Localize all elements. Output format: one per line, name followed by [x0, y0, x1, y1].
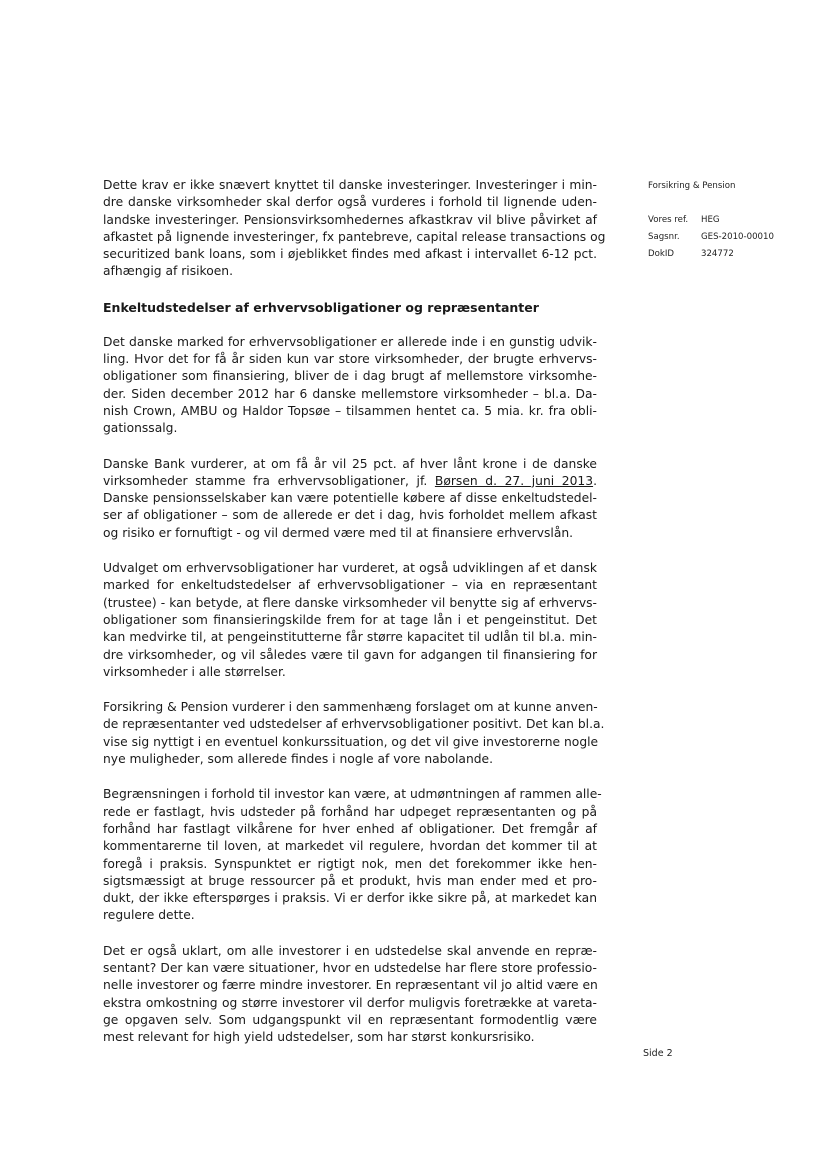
text-line: (trustee) - kan betyde, at flere danske virksomheder vil benytte sig af erhvervs-	[103, 595, 597, 610]
metadata-value: 324772	[701, 249, 734, 259]
text-line: Det danske marked for erhvervsobligationer er allerede inde i en gunstig udvik-	[103, 334, 597, 349]
metadata-row-docid	[648, 246, 808, 263]
text-line: kan medvirke til, at pengeinstitutterne får større kapacitet til udlån til bl.a. min-	[103, 630, 597, 645]
text-line: foregå i praksis. Synspunktet er rigtigt nok, men det forekommer ikke hen-	[103, 856, 597, 871]
text-line: dre danske virksomheder skal derfor også vurderes i forhold til lignende uden-	[103, 195, 597, 210]
text-line: forhånd har fastlagt vilkårene for hver enhed af obligationer. Det fremgår af	[103, 821, 597, 836]
text-line: ling. Hvor det for få år siden kun var store virksomheder, der brugte erhvervs-	[103, 352, 597, 367]
text-line: vise sig nyttigt i en eventuel konkurssituation, og det vil give investorerne nogle	[103, 734, 599, 749]
metadata-label: DokID	[648, 249, 675, 259]
text-line: ge opgaven selv. Som udgangspunkt vil en repræsentant formodentlig være	[103, 1012, 597, 1027]
metadata-label: Vores ref.	[648, 215, 689, 225]
text-line: obligationer som finansiering, bliver de i dag brugt af mellemstore virksomhe-	[103, 369, 597, 384]
page-number: Side 2	[643, 1048, 673, 1059]
organization-name: Forsikring & Pension	[648, 181, 736, 191]
text-line: Forsikring & Pension vurderer i den sammenhæng forslaget om at kunne anven-	[103, 700, 598, 715]
text-line: sentant? Der kan være situationer, hvor en udstedelse har flere store professio-	[103, 960, 597, 975]
text-line: afkastet på lignende investeringer, fx pantebreve, capital release transactions og	[103, 229, 606, 244]
text-line: Danske Bank vurderer, at om få år vil 25 pct. af hver lånt krone i de danske	[103, 456, 597, 471]
text-line: sigtsmæssigt at bruge ressourcer på et produkt, hvis man ender med et pro-	[103, 873, 597, 888]
text-line: securitized bank loans, som i øjeblikket findes med afkast i intervallet 6-12 pct.	[103, 247, 597, 262]
text-line: Udvalget om erhvervsobligationer har vurderet, at også udviklingen af et dansk	[103, 561, 597, 576]
text-line: de repræsentanter ved udstedelser af erhvervsobligationer positivt. Det kan bl.a.	[103, 717, 605, 732]
section-heading: Enkeltudstedelser af erhvervsobligationer og repræsentanter	[103, 299, 539, 315]
metadata-value: HEG	[701, 215, 720, 225]
metadata-label: Sagsnr.	[648, 232, 680, 242]
text-line: dukt, der ikke efterspørges i praksis. Vi er derfor ikke sikre på, at markedet kan	[103, 891, 597, 906]
paragraph-2	[103, 334, 597, 438]
text-line: ser af obligationer – som de allerede er det i dag, hvis forholdet mellem afkast	[103, 508, 597, 523]
paragraph-5	[103, 699, 605, 768]
paragraph-3	[103, 456, 597, 542]
boersen-reference-link[interactable]: Børsen d. 27. juni 2013	[434, 473, 594, 488]
text-line: nelle investorer og færre mindre investorer. En repræsentant vil jo altid være en	[103, 978, 598, 993]
metadata-row-case	[648, 229, 808, 246]
text-line: afhængig af risikoen.	[103, 264, 234, 279]
text-line: obligationer som finansieringskilde frem for at tage lån i et pengeinstitut. Det	[103, 612, 597, 627]
text-line: Dette krav er ikke snævert knyttet til danske investeringer. Investeringer i min-	[103, 178, 597, 192]
text-line: der. Siden december 2012 har 6 danske mellemstore virksomheder – bl.a. Da-	[103, 386, 597, 401]
text-segment: .	[593, 473, 597, 488]
text-line: Begrænsningen i forhold til investor kan være, at udmøntningen af rammen alle-	[103, 787, 602, 802]
text-line: kommentarerne til loven, at markedet vil regulere, hvordan det kommer til at	[103, 839, 597, 854]
text-line: virksomheder i alle størrelser.	[103, 664, 286, 679]
document-body	[103, 177, 606, 1064]
text-line: nye muligheder, som allerede findes i nogle af vore nabolande.	[103, 752, 494, 767]
text-line: Danske pensionsselskaber kan være potentielle købere af disse enkeltudstedel-	[103, 491, 597, 506]
paragraph-6	[103, 786, 602, 924]
paragraph-7	[103, 943, 597, 1047]
document-metadata	[648, 178, 808, 263]
text-line: landske investeringer. Pensionsvirksomhedernes afkastkrav vil blive påvirket af	[103, 212, 597, 227]
text-line: Det er også uklart, om alle investorer i en udstedelse skal anvende en repræ-	[103, 943, 597, 958]
metadata-row-ref	[648, 212, 808, 229]
text-segment: virksomheder stamme fra erhvervsobligationer, jf.	[103, 473, 435, 488]
text-line	[103, 473, 597, 490]
text-line: rede er fastlagt, hvis udsteder på forhånd har udpeget repræsentanten og på	[103, 804, 597, 819]
text-line: regulere dette.	[103, 908, 195, 923]
paragraph-4	[103, 560, 597, 681]
text-line: nish Crown, AMBU og Haldor Topsøe – tilsammen hentet ca. 5 mia. kr. fra obli-	[103, 403, 597, 418]
text-line: ekstra omkostning og større investorer vil derfor muligvis foretrække at vareta-	[103, 995, 597, 1010]
text-line: marked for enkeltudstedelser af erhvervsobligationer – via en repræsentant	[103, 578, 597, 593]
text-line: mest relevant for high yield udstedelser, som har størst konkursrisiko.	[103, 1030, 535, 1045]
paragraph-1	[103, 177, 606, 281]
text-line: gationssalg.	[103, 421, 178, 436]
text-line: og risiko er fornuftigt - og vil dermed være med til at finansiere erhvervslån.	[103, 525, 574, 540]
text-line: dre virksomheder, og vil således være til gavn for adgangen til finansiering for	[103, 647, 597, 662]
metadata-value: GES-2010-00010	[701, 232, 774, 242]
